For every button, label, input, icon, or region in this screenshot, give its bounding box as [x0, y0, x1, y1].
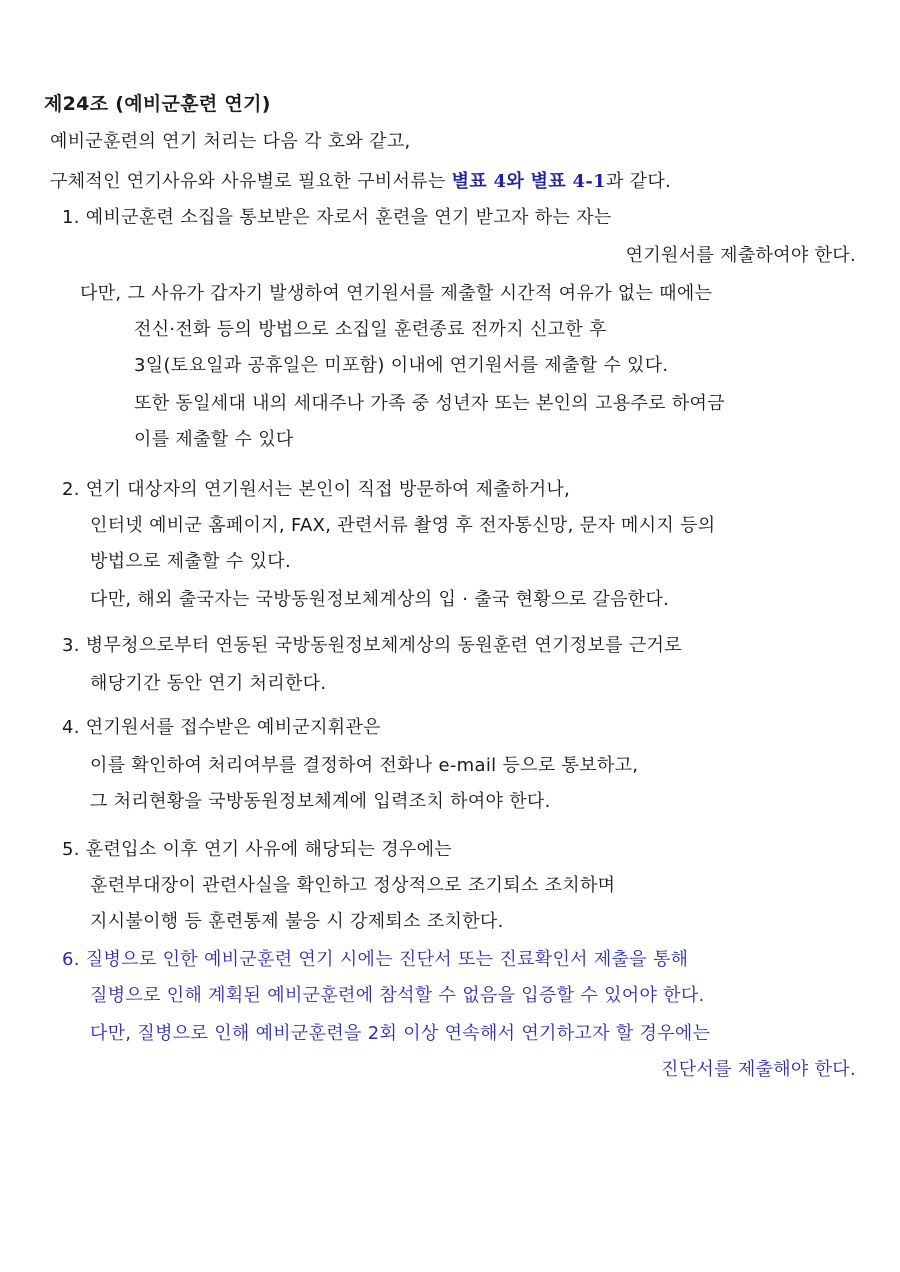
appendix-reference: 별표 4와 별표 4-1 — [451, 171, 606, 192]
item-5-line-2: 훈련부대장이 관련사실을 확인하고 정상적으로 조기퇴소 조치하며 — [90, 875, 616, 896]
item-1-line-6: 또한 동일세대 내의 세대주나 가족 중 성년자 또는 본인의 고용주로 하여금 — [134, 393, 725, 414]
item-1-line-3: 다만, 그 사유가 갑자기 발생하여 연기원서를 제출할 시간적 여유가 없는 때에는 — [80, 283, 713, 304]
item-1-line-7: 이를 제출할 수 있다 — [134, 429, 294, 450]
item-6-line-1: 6. 질병으로 인한 예비군훈련 연기 시에는 진단서 또는 진료확인서 제출을 통해 — [62, 949, 689, 970]
intro-line-2 — [50, 170, 671, 194]
item-2-line-1: 2. 연기 대상자의 연기원서는 본인이 직접 방문하여 제출하거나, — [62, 479, 571, 500]
item-5-line-3: 지시불이행 등 훈련통제 불응 시 강제퇴소 조치한다. — [90, 911, 504, 932]
item-6-line-4: 진단서를 제출해야 한다. — [661, 1059, 856, 1080]
item-4-line-2: 이를 확인하여 처리여부를 결정하여 전화나 e-mail 등으로 통보하고, — [90, 755, 639, 776]
item-2-line-4: 다만, 해외 출국자는 국방동원정보체계상의 입 · 출국 현황으로 갈음한다. — [90, 589, 670, 610]
item-1-line-4: 전신·전화 등의 방법으로 소집일 훈련종료 전까지 신고한 후 — [134, 319, 607, 340]
intro-line-1: 예비군훈련의 연기 처리는 다음 각 호와 같고, — [50, 131, 411, 152]
intro-line-2-text: 구체적인 연기사유와 사유별로 필요한 구비서류는 — [50, 171, 452, 192]
item-2-line-2: 인터넷 예비군 홈페이지, FAX, 관련서류 촬영 후 전자통신망, 문자 메시지 등의 — [90, 515, 716, 536]
intro-line-2-suffix: 과 같다. — [605, 171, 672, 192]
item-2-line-3: 방법으로 제출할 수 있다. — [90, 551, 291, 572]
article-title: 제24조 (예비군훈련 연기) — [44, 93, 271, 115]
item-4-line-1: 4. 연기원서를 접수받은 예비군지휘관은 — [62, 717, 381, 738]
item-3-line-2: 해당기간 동안 연기 처리한다. — [90, 673, 327, 694]
item-6-line-2: 질병으로 인해 계획된 예비군훈련에 참석할 수 없음을 입증할 수 있어야 한다. — [90, 985, 705, 1006]
item-1-line-2: 연기원서를 제출하여야 한다. — [625, 245, 856, 266]
item-6-line-3: 다만, 질병으로 인해 예비군훈련을 2회 이상 연속해서 연기하고자 할 경우에는 — [90, 1023, 711, 1044]
item-4-line-3: 그 처리현황을 국방동원정보체계에 입력조치 하여야 한다. — [90, 791, 551, 812]
item-1-line-5: 3일(토요일과 공휴일은 미포함) 이내에 연기원서를 제출할 수 있다. — [134, 355, 669, 376]
item-1-line-1: 1. 예비군훈련 소집을 통보받은 자로서 훈련을 연기 받고자 하는 자는 — [62, 207, 612, 228]
item-5-line-1: 5. 훈련입소 이후 연기 사유에 해당되는 경우에는 — [62, 839, 452, 860]
item-3-line-1: 3. 병무청으로부터 연동된 국방동원정보체계상의 동원훈련 연기정보를 근거로 — [62, 635, 682, 656]
